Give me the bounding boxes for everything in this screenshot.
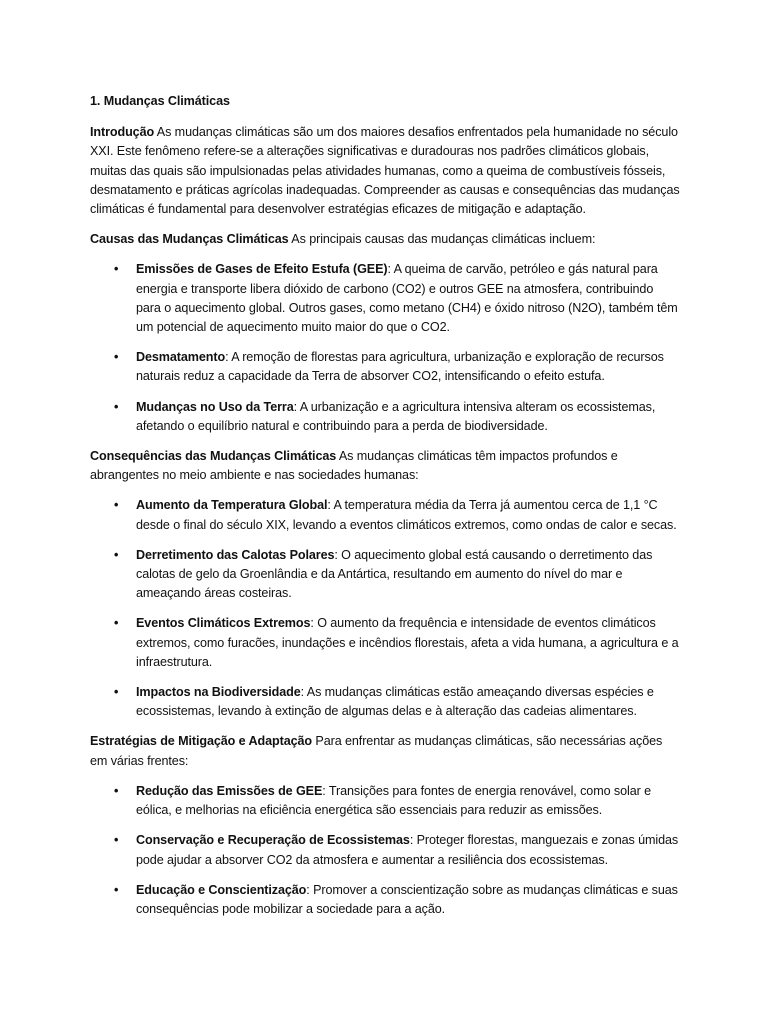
bullet-icon: • <box>114 350 119 365</box>
list-item-term: Educação e Conscientização <box>136 882 307 897</box>
list-item <box>90 782 680 820</box>
strategies-text: Para enfrentar as mudanças climáticas, são necessárias ações em várias frentes: <box>90 734 663 768</box>
list-item-term: Desmatamento <box>136 350 226 365</box>
list-item-desc: : Transições para fontes de energia renovável, como solar e eólica, e melhorias na eficiência energética são essenciais para reduzir as emissões. <box>136 783 652 818</box>
list-item-term: Aumento da Temperatura Global <box>136 498 328 513</box>
bullet-icon: • <box>114 882 119 897</box>
bullet-icon: • <box>114 783 119 798</box>
list-item-desc: : O aumento da frequência e intensidade de eventos climáticos extremos, como furacões, inundações e incêndios florestais, afeta a vida humana, a agricultura e a infraestrutura. <box>136 616 679 669</box>
list-item-term: Impactos na Biodiversidade <box>136 685 301 700</box>
list-item <box>90 348 680 386</box>
list-item <box>90 831 680 869</box>
document-title: 1. Mudanças Climáticas <box>90 94 230 108</box>
list-item-term: Derretimento das Calotas Polares <box>136 547 335 562</box>
list-item-term: Eventos Climáticos Extremos <box>136 616 311 631</box>
consequences-list <box>90 496 680 721</box>
list-item-desc: : As mudanças climáticas estão ameaçando diversas espécies e ecossistemas, levando à extinção de algumas delas e à alteração das cadeias alimentares. <box>136 685 654 719</box>
bullet-icon: • <box>114 498 119 513</box>
bullet-icon: • <box>114 616 119 631</box>
list-item <box>90 496 680 534</box>
list-item <box>90 398 680 436</box>
list-item-term: Redução das Emissões de GEE <box>136 783 323 798</box>
list-item <box>90 260 680 337</box>
list-item-desc: : O aquecimento global está causando o derretimento das calotas de gelo da Groenlândia e da Antártica, resultando em aumento do nível do mar e ameaçando áreas costeiras. <box>136 547 653 601</box>
bullet-icon: • <box>114 685 119 700</box>
list-item-desc: : Proteger florestas, manguezais e zonas úmidas pode ajudar a absorver CO2 da atmosfera e aumentar a resiliência dos ecossistemas. <box>136 833 679 867</box>
list-item-desc: : A temperatura média da Terra já aumentou cerca de 1,1 °C desde o final do século XIX, levando a eventos climáticos extremos, como ondas de calor e secas. <box>136 498 677 532</box>
list-item-desc: : A remoção de florestas para agricultura, urbanização e exploração de recursos naturais reduz a capacidade da Terra de absorver CO2, intensificando o efeito estufa. <box>136 350 664 384</box>
list-item <box>90 614 680 672</box>
causes-text: As principais causas das mudanças climáticas incluem: <box>288 232 596 247</box>
list-item-desc: : A queima de carvão, petróleo e gás natural para energia e transporte libera dióxido de carbono (CO2) e outros GEE na atmosfera, contribuindo para o aquecimento global. Outros gases, como metano (CH4) e óxido nitroso (N2O), também têm um potencial de aquecimento muito maior do que o CO2. <box>136 262 678 335</box>
list-item <box>90 683 680 721</box>
consequences-text: As mudanças climáticas têm impactos profundos e abrangentes no meio ambiente e nas sociedades humanas: <box>90 449 618 483</box>
document-page <box>90 92 680 930</box>
list-item-term: Mudanças no Uso da Terra <box>136 399 294 414</box>
list-item-desc: : A urbanização e a agricultura intensiva alteram os ecossistemas, afetando o equilíbrio natural e contribuindo para a perda de biodiversidade. <box>136 399 656 433</box>
strategies-list <box>90 782 680 919</box>
strategies-label: Estratégias de Mitigação e Adaptação <box>90 734 312 749</box>
intro-label: Introdução <box>90 125 155 140</box>
list-item <box>90 546 680 604</box>
intro-text: As mudanças climáticas são um dos maiores desafios enfrentados pela humanidade no século XXI. Este fenômeno refere-se a alterações significativas e duradouras nos padrões climáticos globais, muitas das quais são impulsionadas pelas atividades humanas, como a queima de combustíveis fósseis, desmatamento e práticas agrícolas inadequadas. Compreender as causas e consequências das mudanças climáticas é fundamental para desenvolver estratégias eficazes de mitigação e adaptação. <box>90 125 680 217</box>
causes-paragraph <box>90 230 680 249</box>
bullet-icon: • <box>114 262 119 277</box>
causes-label: Causas das Mudanças Climáticas <box>90 232 289 247</box>
strategies-paragraph <box>90 732 680 770</box>
bullet-icon: • <box>114 833 119 848</box>
bullet-icon: • <box>114 547 119 562</box>
list-item <box>90 881 680 919</box>
consequences-label: Consequências das Mudanças Climáticas <box>90 449 337 464</box>
list-item-term: Emissões de Gases de Efeito Estufa (GEE) <box>136 262 388 277</box>
causes-list <box>90 260 680 436</box>
consequences-paragraph <box>90 447 680 485</box>
intro-paragraph <box>90 123 680 219</box>
bullet-icon: • <box>114 399 119 414</box>
list-item-term: Conservação e Recuperação de Ecossistemas <box>136 833 410 848</box>
list-item-desc: : Promover a conscientização sobre as mudanças climáticas e suas consequências pode mobilizar a sociedade para a ação. <box>136 882 678 916</box>
